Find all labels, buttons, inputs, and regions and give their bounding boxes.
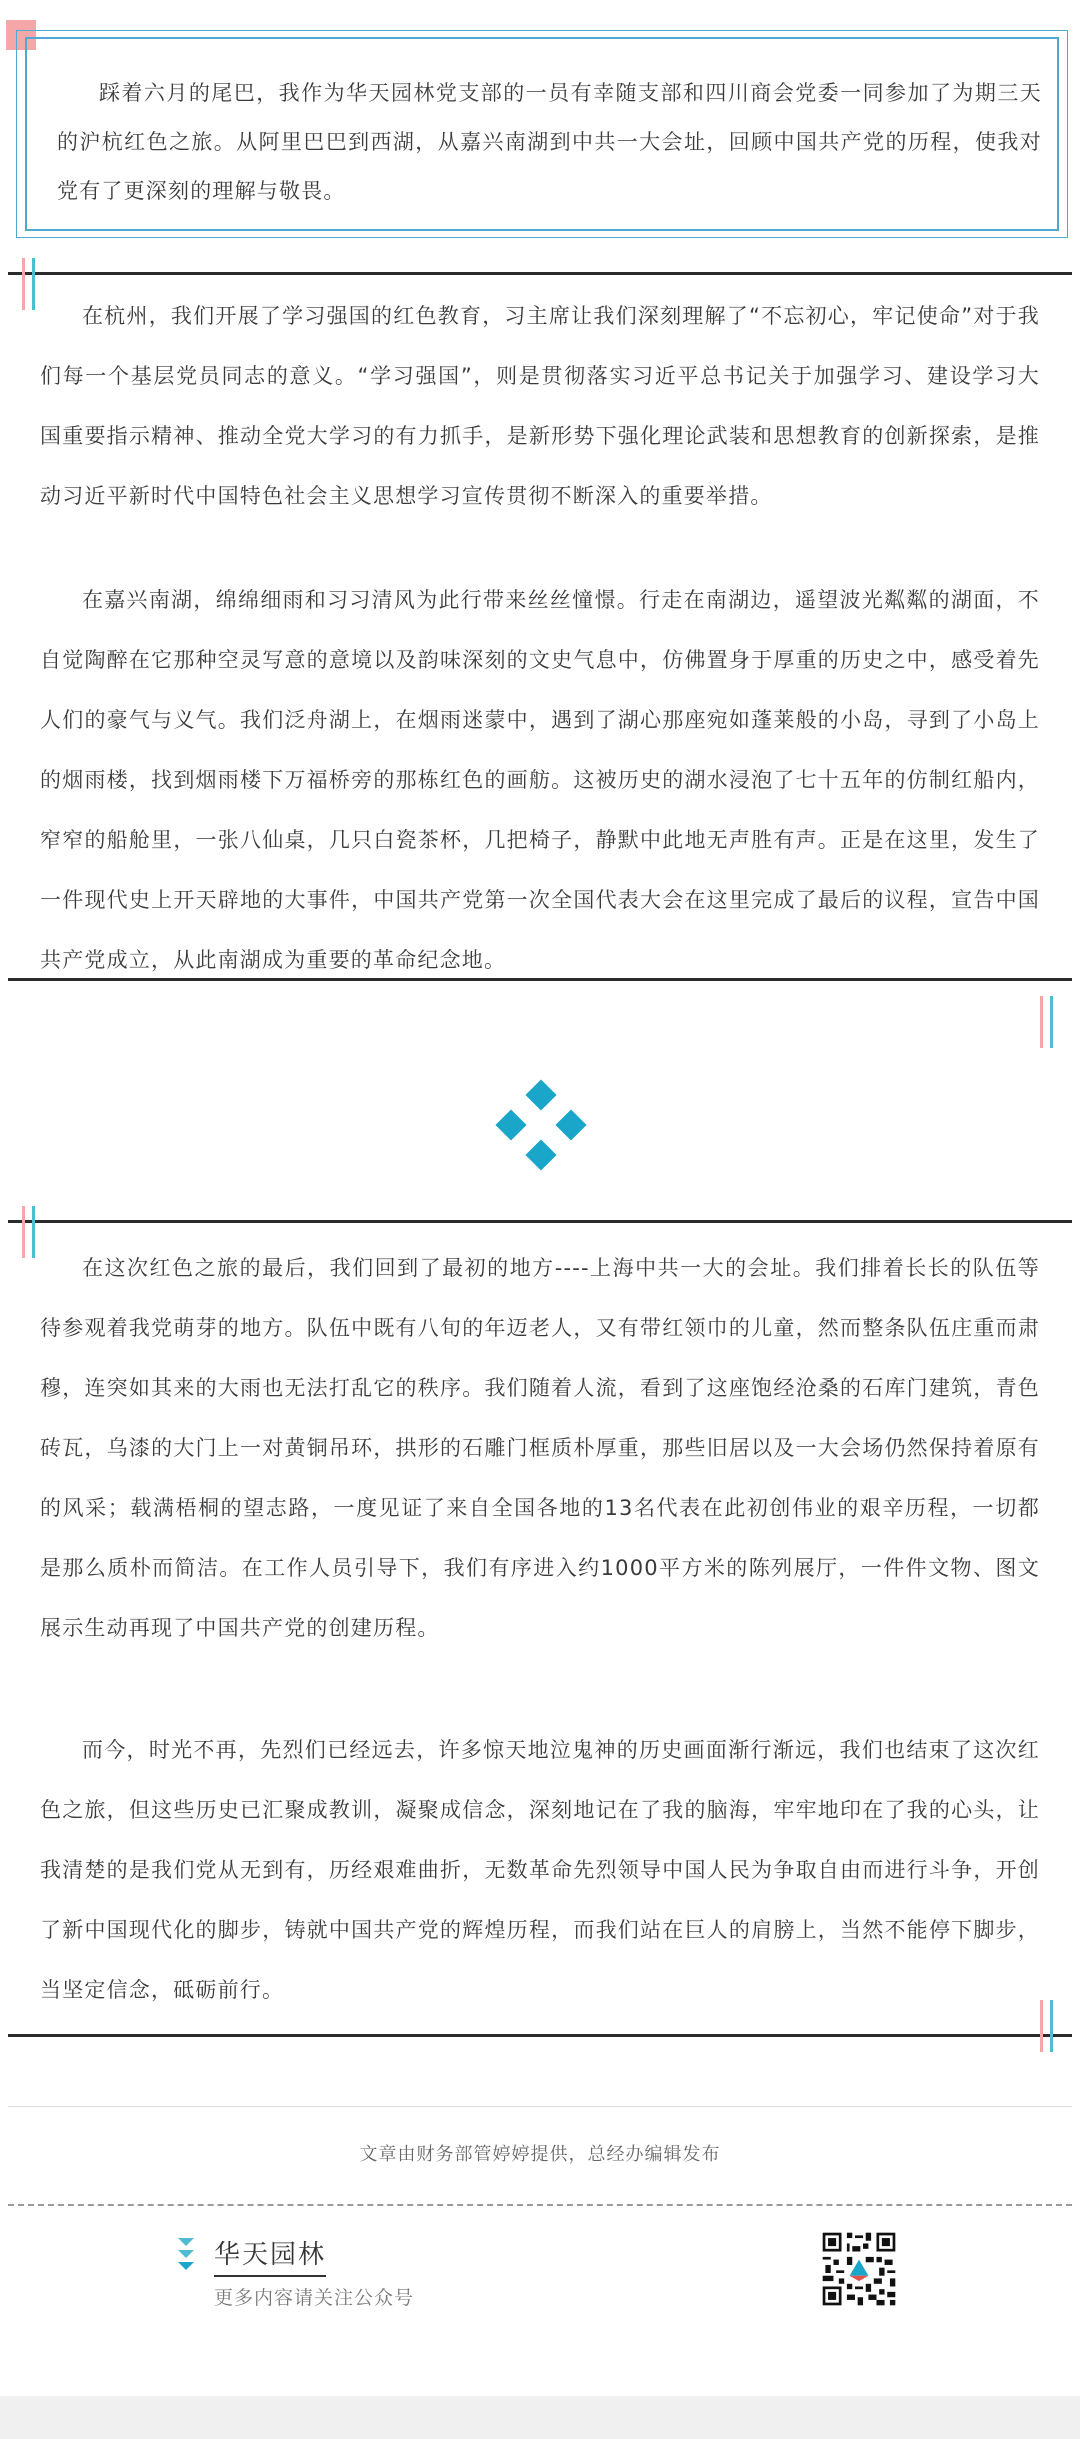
section-divider: [8, 978, 1072, 981]
footer-dashed-divider: [8, 2204, 1072, 2206]
decorative-bars: [1040, 2000, 1058, 2052]
paragraph-1: 在杭州，我们开展了学习强国的红色教育，习主席让我们深刻理解了“不忘初心，牢记使命”对于我们每一个基层党员同志的意义。“学习强国”，则是贯彻落实习近平总书记关于加强学习、建设学习大国重要指示精神、推动全党大学习的有力抓手，是新形势下强化理论武装和思想教育的创新探索，是推动习近平新时代中国特色社会主义思想学习宣传贯彻不断深入的重要举措。: [40, 304, 1040, 508]
section-divider: [8, 272, 1072, 275]
section-1b: [40, 570, 1040, 990]
decorative-bars: [1040, 996, 1058, 1048]
section-1: [40, 286, 1040, 526]
qr-code-icon[interactable]: [820, 2230, 898, 2308]
footer-credit: 文章由财务部管婷婷提供，总经办编辑发布: [359, 2144, 721, 2165]
section-2b: [40, 1720, 1040, 2020]
footer-top-line: [8, 2106, 1072, 2107]
bottom-band: [0, 2396, 1080, 2439]
paragraph-4: 而今，时光不再，先烈们已经远去，许多惊天地泣鬼神的历史画面渐行渐远，我们也结束了这次红色之旅，但这些历史已汇聚成教训，凝聚成信念，深刻地记在了我的脑海，牢牢地印在了我的心头，让我清楚的是我们党从无到有，历经艰难曲折，无数革命先烈领导中国人民为争取自由而进行斗争，开创了新中国现代化的脚步，铸就中国共产党的辉煌历程，而我们站在巨人的肩膀上，当然不能停下脚步，当坚定信念，砥砺前行。: [40, 1738, 1040, 2002]
section-divider: [8, 2034, 1072, 2037]
section-2: [40, 1238, 1040, 1658]
intro-paragraph: 踩着六月的尾巴，我作为华天园林党支部的一员有幸随支部和四川商会党委一同参加了为期三天的沪杭红色之旅。从阿里巴巴到西湖，从嘉兴南湖到中共一大会址，回顾中国共产党的历程，使我对党有了更深刻的理解与敬畏。: [57, 81, 1042, 203]
diamond-ornament-icon: [496, 1082, 586, 1172]
paragraph-2: 在嘉兴南湖，绵绵细雨和习习清风为此行带来丝丝憧憬。行走在南湖边，遥望波光粼粼的湖面，不自觉陶醉在它那种空灵写意的意境以及韵味深刻的文史气息中，仿佛置身于厚重的历史之中，感受着先人们的豪气与义气。我们泛舟湖上，在烟雨迷蒙中，遇到了湖心那座宛如蓬莱般的小岛，寻到了小岛上的烟雨楼，找到烟雨楼下万福桥旁的那栋红色的画舫。这被历史的湖水浸泡了七十五年的仿制红船内，窄窄的船舱里，一张八仙桌，几只白瓷茶杯，几把椅子，静默中此地无声胜有声。正是在这里，发生了一件现代史上开天辟地的大事件，中国共产党第一次全国代表大会在这里完成了最后的议程，宣告中国共产党成立，从此南湖成为重要的革命纪念地。: [40, 588, 1040, 972]
decorative-bars: [22, 258, 40, 310]
brand-name: 华天园林: [214, 2234, 326, 2277]
section-divider: [8, 1220, 1072, 1223]
paragraph-3: 在这次红色之旅的最后，我们回到了最初的地方----上海中共一大的会址。我们排着长长的队伍等待参观着我党萌芽的地方。队伍中既有八旬的年迈老人，又有带红领巾的儿童，然而整条队伍庄重而肃穆，连突如其来的大雨也无法打乱它的秩序。我们随着人流，看到了这座饱经沧桑的石库门建筑，青色砖瓦，乌漆的大门上一对黄铜吊环，拱形的石雕门框质朴厚重，那些旧居以及一大会场仍然保持着原有的风采；载满梧桐的望志路，一度见证了来自全国各地的13名代表在此初创伟业的艰辛历程，一切都是那么质朴而简洁。在工作人员引导下，我们有序进入约1000平方米的陈列展厅，一件件文物、图文展示生动再现了中国共产党的创建历程。: [40, 1256, 1040, 1640]
chevron-logo-icon: [176, 2236, 196, 2274]
intro-box: [16, 30, 1068, 238]
brand-subtitle: 更多内容请关注公众号: [214, 2287, 415, 2309]
decorative-bars: [22, 1206, 40, 1258]
